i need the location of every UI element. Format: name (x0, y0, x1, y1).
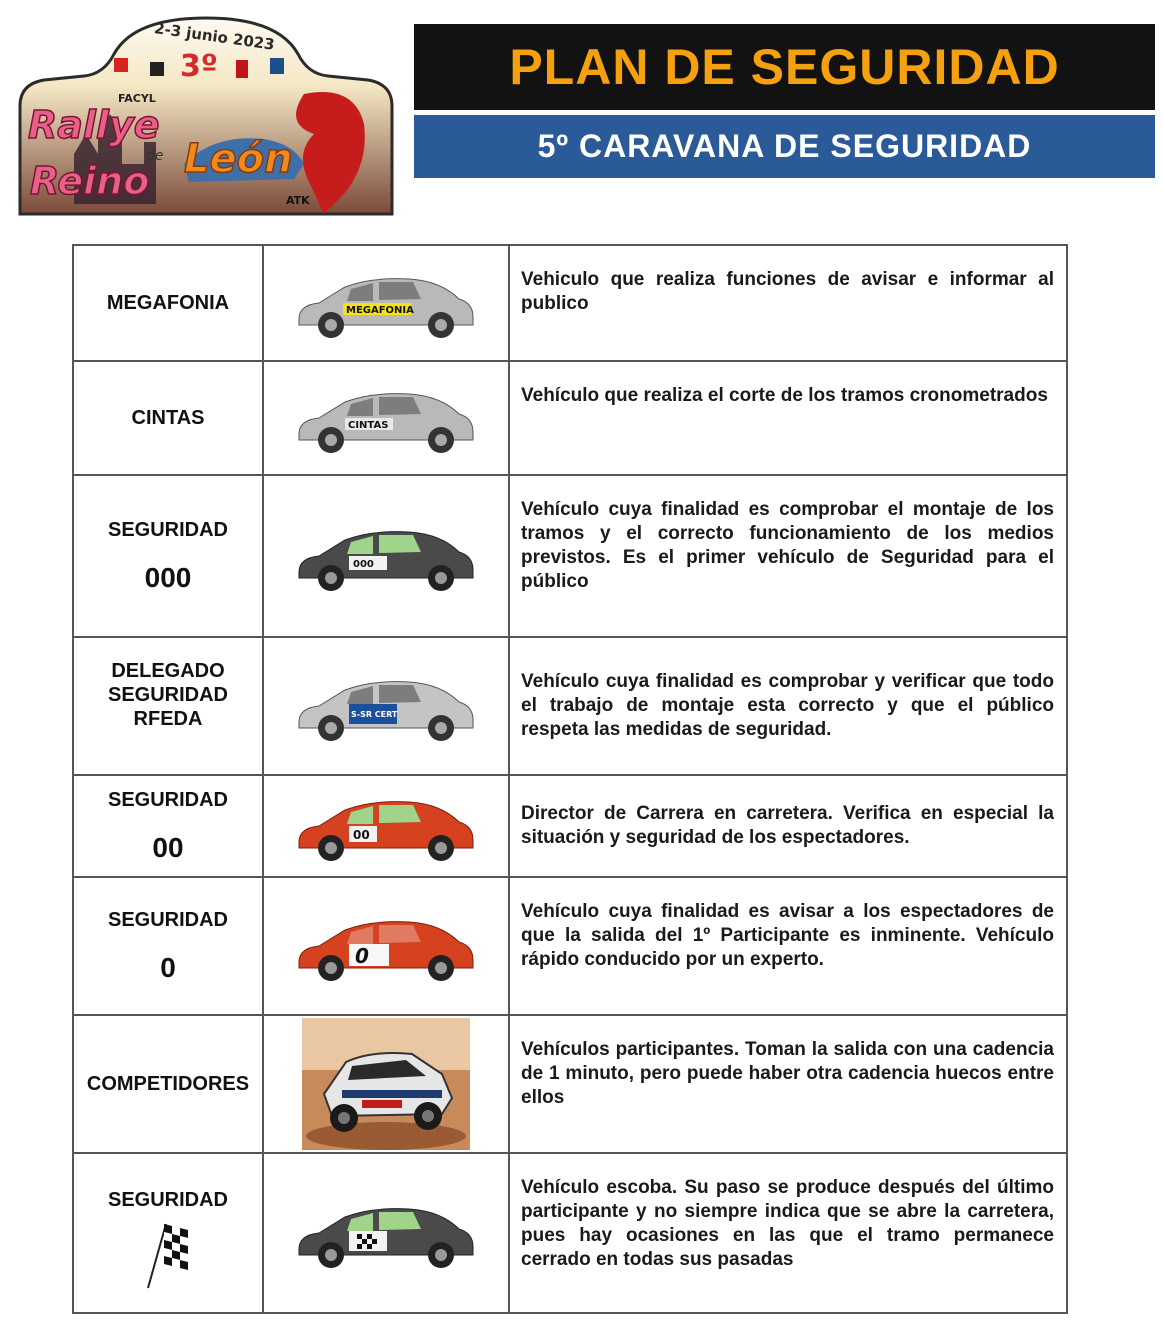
sweeper-car-icon (291, 1193, 481, 1273)
row-label (74, 476, 264, 636)
row-label (74, 776, 264, 876)
row-description (510, 776, 1066, 876)
row-label (74, 878, 264, 1014)
row-label (74, 246, 264, 360)
car-plate: MEGAFONIA (346, 305, 414, 316)
page-title: PLAN DE SEGURIDAD (509, 39, 1060, 95)
logo-word-rallye: Rallye (28, 103, 160, 147)
row-vehicle (264, 362, 510, 474)
row-description-text: Vehículo escoba. Su paso se produce después del último participante y no siempre indica que se abre la carretera, pues hay ocasiones en las que el tramo permanece cerrado en todas sus pasadas (521, 1177, 1054, 1270)
row-description-text: Vehículo cuya finalidad es comprobar el montaje de los tramos y el correcto funcionamiento de los medios previstos. Es el primer vehículo de Seguridad para el público (521, 499, 1054, 592)
row-label-text: RFEDA (133, 708, 203, 730)
table-row (74, 638, 1066, 776)
safety-caravan-table (72, 244, 1068, 1314)
vehicle-number: 00 (152, 832, 184, 863)
row-description-text: Vehículo que realiza el corte de los tramos cronometrados (521, 385, 1048, 406)
row-label (74, 362, 264, 474)
row-description-text: Vehículo cuya finalidad es avisar a los espectadores de que la salida del 1º Participante es inminente. Vehículo rápido conducido por un experto. (521, 901, 1054, 970)
logo-dates: 2-3 junio 2023 (153, 19, 276, 54)
row-label (74, 1154, 264, 1312)
row-description-text: Director de Carrera en carretera. Verifica en especial la situación y seguridad de los espectadores. (521, 803, 1054, 848)
row-description (510, 1154, 1066, 1312)
row-description (510, 638, 1066, 774)
vehicle-number: 0 (160, 952, 176, 983)
row-label-text: SEGURIDAD (107, 909, 228, 931)
car-plate: 0 (355, 944, 369, 968)
row-vehicle (264, 246, 510, 360)
table-row (74, 476, 1066, 638)
row-description (510, 1016, 1066, 1152)
table-row (74, 776, 1066, 878)
row-label-text: SEGURIDAD (107, 684, 228, 706)
row-description-text: Vehiculo que realiza funciones de avisar e informar al publico (521, 269, 1054, 314)
table-row (74, 878, 1066, 1016)
car-plate: 00 (353, 828, 370, 842)
row-label-text: SEGURIDAD (107, 1189, 228, 1211)
safety-00-car-icon (291, 786, 481, 866)
car-plate: 000 (353, 559, 374, 570)
row-label-text: MEGAFONIA (106, 292, 230, 314)
title-banner (414, 24, 1155, 110)
row-vehicle (264, 638, 510, 774)
logo-word-reino: Reino (30, 159, 150, 203)
page-subtitle: 5º CARAVANA DE SEGURIDAD (537, 128, 1032, 164)
safety-000-car-icon (291, 516, 481, 596)
table-row (74, 362, 1066, 476)
rally-logo (14, 14, 398, 222)
row-label-text: SEGURIDAD (107, 789, 228, 811)
competitor-rally-car-photo (302, 1018, 470, 1150)
safety-0-car-icon (291, 906, 481, 986)
logo-sponsor: ATK (286, 194, 310, 207)
row-vehicle (264, 776, 510, 876)
row-description (510, 476, 1066, 636)
row-vehicle (264, 1154, 510, 1312)
row-description (510, 878, 1066, 1014)
row-description (510, 246, 1066, 360)
row-label-text: COMPETIDORES (86, 1073, 250, 1095)
row-description-text: Vehículos participantes. Toman la salida con una cadencia de 1 minuto, pero puede haber otra cadencia huecos entre ellos (521, 1039, 1054, 1108)
row-vehicle (264, 878, 510, 1014)
row-label-text: CINTAS (131, 407, 205, 429)
table-row (74, 1154, 1066, 1312)
car-plate: CINTAS (348, 420, 389, 431)
table-row (74, 246, 1066, 362)
row-description (510, 362, 1066, 474)
rfeda-delegate-car-icon (291, 666, 481, 746)
megafonia-car-icon (291, 263, 481, 343)
row-vehicle (264, 476, 510, 636)
checkered-flag-icon (140, 1218, 196, 1290)
row-description-text: Vehículo cuya finalidad es comprobar y verificar que todo el trabajo de montaje esta correcto y que el público respeta las medidas de seguridad. (521, 671, 1054, 740)
row-label (74, 1016, 264, 1152)
row-label-text: DELEGADO (111, 660, 225, 682)
car-plate: S-SR CERT (351, 710, 398, 719)
vehicle-number: 000 (144, 562, 192, 593)
logo-word-de: de (146, 148, 164, 164)
subtitle-banner (414, 115, 1155, 178)
row-vehicle (264, 1016, 510, 1152)
row-label-text: SEGURIDAD (107, 519, 228, 541)
logo-brand: FACYL (118, 92, 156, 105)
logo-edition: 3º (180, 49, 218, 84)
logo-word-leon: León (184, 136, 293, 182)
row-label (74, 638, 264, 774)
cintas-car-icon (291, 378, 481, 458)
table-row (74, 1016, 1066, 1154)
